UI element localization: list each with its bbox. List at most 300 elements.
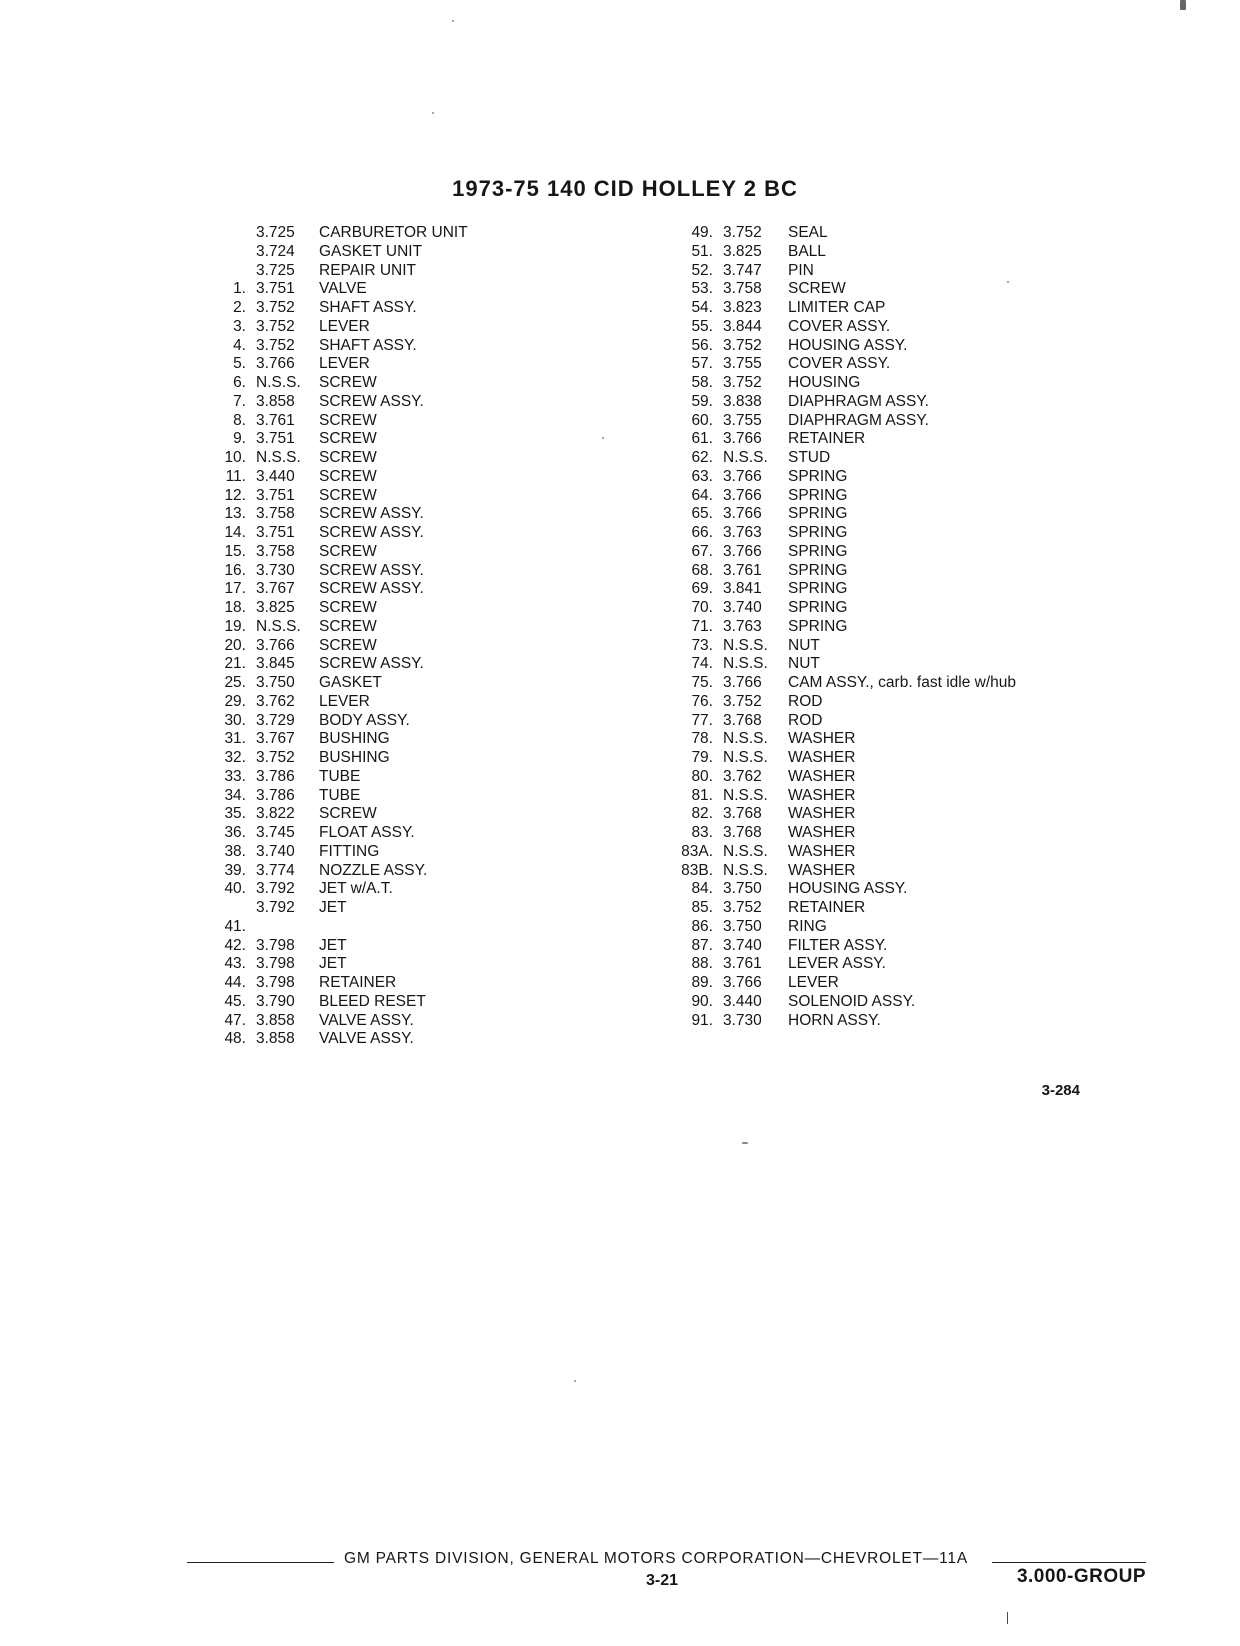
group-code: 3.786: [256, 767, 295, 785]
part-description: SPRING: [788, 467, 848, 485]
group-code: 3.751: [256, 280, 295, 298]
list-item: [206, 280, 506, 299]
group-code: 3.858: [256, 1030, 295, 1048]
list-item: [657, 393, 1057, 412]
list-item: [657, 543, 1057, 562]
part-description: WASHER: [788, 749, 856, 766]
item-number: 48.: [224, 1030, 246, 1048]
list-item: [657, 693, 1057, 712]
part-description: WASHER: [788, 786, 856, 804]
group-code: 3.786: [256, 786, 295, 804]
group-code: 3.762: [723, 767, 762, 785]
group-code: 3.752: [256, 336, 295, 354]
group-code: 3.798: [256, 955, 295, 973]
item-number: 1.: [233, 280, 246, 298]
item-number: 71.: [691, 617, 713, 635]
item-number: 14.: [224, 524, 246, 541]
part-description: SPRING: [788, 561, 848, 579]
item-number: 12.: [224, 486, 246, 504]
item-number: 31.: [224, 730, 246, 748]
part-description: SCREW: [319, 599, 377, 616]
part-description: PIN: [788, 261, 814, 279]
list-item: [206, 674, 506, 693]
list-item: [206, 599, 506, 618]
item-number: 20.: [224, 636, 246, 654]
part-description: LIMITER CAP: [788, 299, 886, 316]
group-code: 3.730: [723, 1011, 762, 1029]
part-description: SCREW ASSY.: [319, 505, 424, 523]
group-code: 3.766: [723, 486, 762, 504]
group-code: 3.761: [256, 411, 295, 429]
item-number: 91.: [691, 1011, 713, 1029]
footer-rule-left: [187, 1562, 334, 1563]
item-number: 41.: [224, 917, 246, 935]
item-number: 69.: [691, 580, 713, 598]
part-description: COVER ASSY.: [788, 355, 891, 373]
list-item: [206, 374, 506, 393]
group-code: 3.768: [723, 805, 762, 823]
part-description: SCREW: [319, 430, 377, 448]
list-item: [206, 712, 506, 731]
part-description: RETAINER: [788, 430, 866, 448]
item-number: 13.: [224, 505, 246, 523]
page-reference: 3-284: [1041, 1082, 1080, 1099]
parts-list-left: [206, 224, 506, 1049]
list-item: [206, 974, 506, 993]
list-item: [657, 655, 1057, 674]
item-number: 58.: [691, 374, 713, 391]
list-item: [206, 730, 506, 749]
list-item: [206, 637, 506, 656]
list-item: [657, 674, 1057, 693]
list-item: [206, 299, 506, 318]
list-item: [206, 768, 506, 787]
list-item: [206, 1012, 506, 1031]
part-description: HOUSING: [788, 374, 861, 391]
item-number: 29.: [224, 692, 246, 710]
part-description: WASHER: [788, 842, 856, 860]
footer-rule-right: [992, 1562, 1146, 1563]
part-description: SOLENOID ASSY.: [788, 992, 916, 1010]
item-number: 10.: [224, 449, 246, 466]
group-code: 3.752: [723, 336, 762, 354]
item-number: 54.: [691, 299, 713, 316]
list-item: [206, 562, 506, 581]
item-number: 55.: [691, 317, 713, 335]
part-description: WASHER: [788, 805, 856, 823]
item-number: 34.: [224, 786, 246, 804]
list-item: [657, 430, 1057, 449]
part-description: SCREW ASSY.: [319, 580, 424, 598]
group-code: 3.752: [723, 899, 762, 916]
item-number: 35.: [224, 805, 246, 823]
list-item: [657, 974, 1057, 993]
group-code: 3.724: [256, 242, 295, 260]
list-item: [657, 468, 1057, 487]
list-item: [657, 880, 1057, 899]
item-number: 40.: [224, 880, 246, 898]
group-code: 3.751: [256, 430, 295, 448]
list-item: [206, 412, 506, 431]
group-code: 3.845: [256, 655, 295, 673]
part-description: SCREW ASSY.: [319, 655, 424, 673]
item-number: 60.: [691, 411, 713, 429]
group-code: 3.766: [256, 636, 295, 654]
part-description: CARBURETOR UNIT: [319, 224, 468, 241]
list-item: [206, 449, 506, 468]
group-code: 3.768: [723, 824, 762, 841]
scan-speck: [1007, 1612, 1008, 1624]
item-number: 83A.: [681, 842, 713, 860]
group-code: 3.763: [723, 617, 762, 635]
scan-speck: [1007, 281, 1009, 283]
item-number: 73.: [691, 636, 713, 654]
item-number: 16.: [224, 561, 246, 579]
part-description: WASHER: [788, 824, 856, 841]
item-number: 18.: [224, 599, 246, 616]
list-item: [657, 768, 1057, 787]
group-code: 3.751: [256, 486, 295, 504]
part-description: ROD: [788, 711, 823, 729]
part-description: SCREW: [319, 805, 377, 823]
item-number: 49.: [691, 224, 713, 241]
part-description: SPRING: [788, 580, 848, 598]
group-code: 3.844: [723, 317, 762, 335]
item-number: 7.: [233, 392, 246, 410]
group-code: 3.858: [256, 1011, 295, 1029]
item-number: 74.: [691, 655, 713, 673]
group-code: 3.740: [256, 842, 295, 860]
group-code: 3.752: [723, 224, 762, 241]
list-item: [657, 243, 1057, 262]
item-number: 53.: [691, 280, 713, 298]
list-item: [657, 730, 1057, 749]
part-description: BUSHING: [319, 749, 390, 766]
group-code: 3.766: [723, 974, 762, 991]
part-description: DIAPHRAGM ASSY.: [788, 392, 929, 410]
group-code: 3.841: [723, 580, 762, 598]
group-code: 3.729: [256, 711, 295, 729]
item-number: 32.: [224, 749, 246, 766]
list-item: [206, 749, 506, 768]
list-item: [657, 787, 1057, 806]
group-code: 3.747: [723, 261, 762, 279]
part-description: SCREW ASSY.: [319, 524, 424, 541]
item-number: 86.: [691, 917, 713, 935]
group-code: 3.750: [723, 917, 762, 935]
part-description: SCREW ASSY.: [319, 561, 424, 579]
part-description: RETAINER: [788, 899, 866, 916]
group-code: 3.758: [256, 542, 295, 560]
part-description: SPRING: [788, 599, 848, 616]
list-item: [206, 580, 506, 599]
footer-group-label: 3.000-GROUP: [1016, 1566, 1146, 1587]
list-item: [657, 1012, 1057, 1031]
scan-speck: [574, 1380, 576, 1382]
list-item: [206, 224, 506, 243]
group-code: 3.766: [723, 674, 762, 691]
part-description: WASHER: [788, 767, 856, 785]
item-number: 8.: [233, 411, 246, 429]
list-item: [206, 787, 506, 806]
group-code: N.S.S.: [723, 636, 768, 654]
part-description: JET: [319, 899, 347, 916]
item-number: 64.: [691, 486, 713, 504]
list-item: [206, 337, 506, 356]
scan-speck: [432, 112, 434, 114]
list-item: [206, 524, 506, 543]
list-item: [206, 243, 506, 262]
scan-speck: [742, 1142, 748, 1144]
group-code: N.S.S.: [723, 655, 768, 673]
group-code: 3.798: [256, 974, 295, 991]
item-number: 44.: [224, 974, 246, 991]
part-description: JET w/A.T.: [319, 880, 393, 898]
part-description: FITTING: [319, 842, 380, 860]
list-item: [657, 262, 1057, 281]
part-description: CAM ASSY., carb. fast idle w/hub: [788, 674, 1017, 691]
item-number: 6.: [233, 374, 246, 391]
list-item: [206, 618, 506, 637]
group-code: 3.752: [723, 374, 762, 391]
group-code: N.S.S.: [256, 374, 301, 391]
part-description: SCREW: [319, 486, 377, 504]
part-description: SCREW: [319, 467, 377, 485]
list-item: [206, 355, 506, 374]
list-item: [206, 430, 506, 449]
part-description: BUSHING: [319, 730, 390, 748]
list-item: [657, 318, 1057, 337]
part-description: REPAIR UNIT: [319, 261, 417, 279]
part-description: WASHER: [788, 861, 856, 879]
group-code: 3.763: [723, 524, 762, 541]
item-number: 68.: [691, 561, 713, 579]
group-code: 3.767: [256, 580, 295, 598]
item-number: 15.: [224, 542, 246, 560]
list-item: [657, 580, 1057, 599]
part-description: JET: [319, 955, 347, 973]
group-code: 3.750: [723, 880, 762, 898]
item-number: 56.: [691, 336, 713, 354]
item-number: 5.: [233, 355, 246, 373]
part-description: ROD: [788, 692, 823, 710]
item-number: 47.: [224, 1011, 246, 1029]
item-number: 78.: [691, 730, 713, 748]
item-number: 17.: [224, 580, 246, 598]
part-description: SCREW: [319, 374, 377, 391]
item-number: 21.: [224, 655, 246, 673]
group-code: 3.755: [723, 411, 762, 429]
item-number: 75.: [691, 674, 713, 691]
item-number: 90.: [691, 992, 713, 1010]
list-item: [206, 543, 506, 562]
list-item: [657, 955, 1057, 974]
item-number: 38.: [224, 842, 246, 860]
group-code: 3.758: [256, 505, 295, 523]
list-item: [657, 824, 1057, 843]
list-item: [657, 505, 1057, 524]
group-code: 3.752: [256, 749, 295, 766]
group-code: N.S.S.: [256, 449, 301, 466]
part-description: SCREW: [319, 617, 377, 635]
group-code: 3.752: [256, 317, 295, 335]
part-description: LEVER: [319, 317, 370, 335]
group-code: 3.768: [723, 711, 762, 729]
list-item: [206, 393, 506, 412]
item-number: 85.: [691, 899, 713, 916]
list-item: [206, 505, 506, 524]
list-item: [206, 862, 506, 881]
item-number: 87.: [691, 936, 713, 954]
group-code: 3.798: [256, 936, 295, 954]
list-item: [206, 468, 506, 487]
list-item: [206, 318, 506, 337]
part-description: LEVER: [788, 974, 839, 991]
part-description: NOZZLE ASSY.: [319, 861, 428, 879]
item-number: 89.: [691, 974, 713, 991]
group-code: 3.730: [256, 561, 295, 579]
list-item: [206, 993, 506, 1012]
part-description: FLOAT ASSY.: [319, 824, 415, 841]
item-number: 76.: [691, 692, 713, 710]
part-description: SPRING: [788, 524, 848, 541]
part-description: SPRING: [788, 542, 848, 560]
group-code: 3.825: [723, 242, 762, 260]
item-number: 11.: [225, 467, 246, 485]
item-number: 77.: [691, 711, 713, 729]
part-description: TUBE: [319, 767, 361, 785]
part-description: LEVER: [319, 355, 370, 373]
part-description: SCREW: [788, 280, 846, 298]
item-number: 70.: [691, 599, 713, 616]
item-number: 25.: [224, 674, 246, 691]
item-number: 66.: [691, 524, 713, 541]
item-number: 9.: [233, 430, 246, 448]
part-description: SCREW: [319, 449, 377, 466]
list-item: [206, 262, 506, 281]
part-description: SHAFT ASSY.: [319, 299, 417, 316]
item-number: 67.: [691, 542, 713, 560]
group-code: 3.761: [723, 561, 762, 579]
group-code: N.S.S.: [723, 730, 768, 748]
list-item: [657, 224, 1057, 243]
group-code: 3.752: [256, 299, 295, 316]
group-code: 3.792: [256, 899, 295, 916]
group-code: 3.750: [256, 674, 295, 691]
part-description: SCREW: [319, 542, 377, 560]
list-item: [657, 712, 1057, 731]
group-code: 3.767: [256, 730, 295, 748]
list-item: [657, 299, 1057, 318]
part-description: FILTER ASSY.: [788, 936, 888, 954]
list-item: [657, 749, 1057, 768]
part-description: LEVER ASSY.: [788, 955, 886, 973]
item-number: 84.: [691, 880, 713, 898]
group-code: 3.792: [256, 880, 295, 898]
group-code: 3.440: [256, 467, 295, 485]
list-item: [206, 655, 506, 674]
part-description: HOUSING ASSY.: [788, 336, 908, 354]
list-item: [657, 637, 1057, 656]
item-number: 81.: [691, 786, 713, 804]
list-item: [657, 355, 1057, 374]
list-item: [206, 843, 506, 862]
part-description: SEAL: [788, 224, 828, 241]
part-description: COVER ASSY.: [788, 317, 891, 335]
list-item: [657, 918, 1057, 937]
part-description: SPRING: [788, 505, 848, 523]
group-code: N.S.S.: [723, 786, 768, 804]
footer-publisher: GM PARTS DIVISION, GENERAL MOTORS CORPORATION—CHEVROLET—11A: [344, 1550, 968, 1567]
item-number: 59.: [691, 392, 713, 410]
part-description: RING: [788, 917, 827, 935]
part-description: SCREW ASSY.: [319, 392, 424, 410]
list-item: [657, 899, 1057, 918]
part-description: BODY ASSY.: [319, 711, 410, 729]
part-description: SCREW: [319, 411, 377, 429]
list-item: [657, 937, 1057, 956]
page-title: 1973-75 140 CID HOLLEY 2 BC: [452, 176, 798, 201]
group-code: 3.774: [256, 861, 295, 879]
part-description: SHAFT ASSY.: [319, 336, 417, 354]
scan-speck: [1180, 0, 1186, 10]
item-number: 51.: [691, 242, 713, 260]
group-code: 3.758: [723, 280, 762, 298]
item-number: 80.: [691, 767, 713, 785]
item-number: 82.: [691, 805, 713, 823]
list-item: [657, 805, 1057, 824]
list-item: [657, 280, 1057, 299]
group-code: 3.766: [723, 430, 762, 448]
scan-speck: [602, 437, 604, 439]
group-code: 3.725: [256, 261, 295, 279]
list-item: [657, 412, 1057, 431]
list-item: [657, 993, 1057, 1012]
group-code: 3.745: [256, 824, 295, 841]
part-description: BALL: [788, 242, 826, 260]
list-item: [657, 618, 1057, 637]
group-code: 3.766: [723, 542, 762, 560]
list-item: [206, 824, 506, 843]
parts-list-right: [657, 224, 1057, 1030]
group-code: 3.440: [723, 992, 762, 1010]
list-item: [657, 599, 1057, 618]
part-description: VALVE: [319, 280, 367, 298]
list-item: [657, 449, 1057, 468]
group-code: 3.858: [256, 392, 295, 410]
list-item: [657, 487, 1057, 506]
item-number: 63.: [691, 467, 713, 485]
group-code: N.S.S.: [723, 861, 768, 879]
group-code: 3.751: [256, 524, 295, 541]
group-code: N.S.S.: [256, 617, 301, 635]
list-item: [206, 880, 506, 899]
item-number: 88.: [691, 955, 713, 973]
part-description: TUBE: [319, 786, 361, 804]
group-code: 3.740: [723, 936, 762, 954]
list-item: [657, 862, 1057, 881]
group-code: 3.740: [723, 599, 762, 616]
list-item: [206, 899, 506, 918]
item-number: 45.: [224, 992, 246, 1010]
item-number: 33.: [224, 767, 246, 785]
list-item: [657, 562, 1057, 581]
item-number: 65.: [691, 505, 713, 523]
list-item: [657, 524, 1057, 543]
list-item: [657, 374, 1057, 393]
part-description: VALVE ASSY.: [319, 1030, 414, 1048]
part-description: HORN ASSY.: [788, 1011, 881, 1029]
